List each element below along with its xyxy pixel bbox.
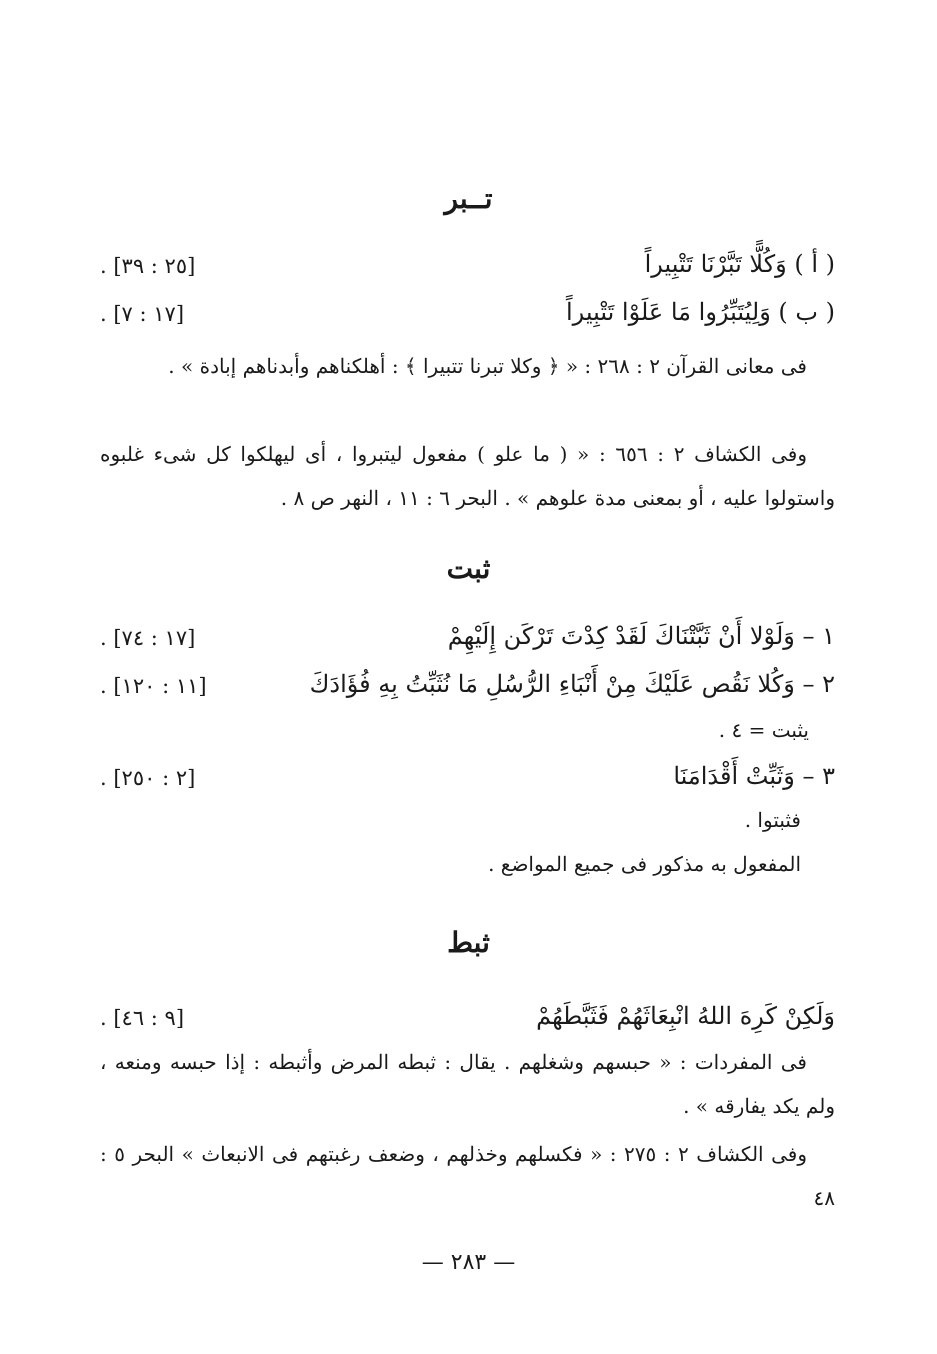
- section-heading-tabr: تــبر: [444, 182, 493, 215]
- verse-text: ١ – وَلَوْلا أَنْ ثَبَّتْنَاكَ لَقَدْ كِدْتَ تَرْكَن إِلَيْهِمْ: [447, 622, 835, 650]
- verse-reference: [١٧ : ٧] .: [100, 302, 185, 326]
- paragraph-text: فى معانى القرآن ٢ : ٢٦٨ : « ﴿ وكلا تبرنا تتبيرا ﴾ : أهلكناهم وأبدناهم إبادة » .: [168, 354, 807, 378]
- verse-text: ٢ – وَكُلا نَقُص عَلَيْكَ مِنْ أَنْبَاءِ الرُّسُلِ مَا نُثَبِّتُ بِهِ فُؤَادَكَ: [309, 670, 835, 698]
- verse-text: ( أ ) وَكُلًّا تَبَّرْنَا تَتْبِيراً: [644, 250, 835, 278]
- verse-reference: [٢ : ٢٥٠] .: [100, 766, 196, 790]
- verse-reference: [٩ : ٤٦] .: [100, 1006, 185, 1030]
- commentary-paragraph: [100, 1132, 835, 1220]
- summary-note: المفعول به مذكور فى جميع المواضع .: [488, 852, 801, 876]
- commentary-paragraph: [100, 1040, 835, 1128]
- paragraph-text: وفى الكشاف ٢ : ٦٥٦ : « ( ما علو ) مفعول ليتبروا ، أى ليهلكوا كل شىء غلبوه واستولوا عليه ، أو بمعنى مدة علوهم » . البحر ٦ : ١١ ، النهر ص ٨ .: [100, 442, 835, 510]
- paragraph-text: وفى الكشاف ٢ : ٢٧٥ : « فكسلهم وخذلهم ، وضعف رغبتهم فى الانبعاث » البحر ٥ : ٤٨: [100, 1142, 835, 1210]
- verse-row: [100, 1002, 835, 1042]
- reading-note: فثبتوا .: [744, 808, 801, 832]
- commentary-paragraph: [100, 344, 835, 388]
- verse-row: [100, 622, 835, 662]
- commentary-paragraph: [100, 432, 835, 520]
- section-heading-thabat: ثبت: [446, 552, 491, 585]
- page-number: — ٢٨٣ —: [421, 1250, 516, 1275]
- verse-reference: [١٧ : ٧٤] .: [100, 626, 196, 650]
- verse-row: [100, 298, 835, 338]
- section-heading-thabbat: ثبط: [447, 926, 490, 959]
- count-note: يثبت = ٤ .: [718, 718, 809, 742]
- verse-row: [100, 762, 835, 802]
- verse-reference: [٢٥ : ٣٩] .: [100, 254, 196, 278]
- paragraph-text: فى المفردات : « حبسهم وشغلهم . يقال : ثبطه المرض وأثبطه : إذا حبسه ومنعه ، ولم يكد يفارقه » .: [100, 1050, 835, 1118]
- verse-text: ٣ – وَثَبِّتْ أَقْدَامَنَا: [673, 762, 835, 790]
- verse-text: وَلَكِنْ كَرِهَ اللهُ انْبِعَاثَهُمْ فَثَبَّطَهُمْ: [536, 1002, 835, 1030]
- verse-reference: [١١ : ١٢٠] .: [100, 674, 207, 698]
- verse-row: [100, 250, 835, 290]
- verse-text: ( ب ) وَلِيُتَبِّرُوا مَا عَلَوْا تَتْبِيراً: [565, 298, 835, 326]
- verse-row: [100, 670, 835, 710]
